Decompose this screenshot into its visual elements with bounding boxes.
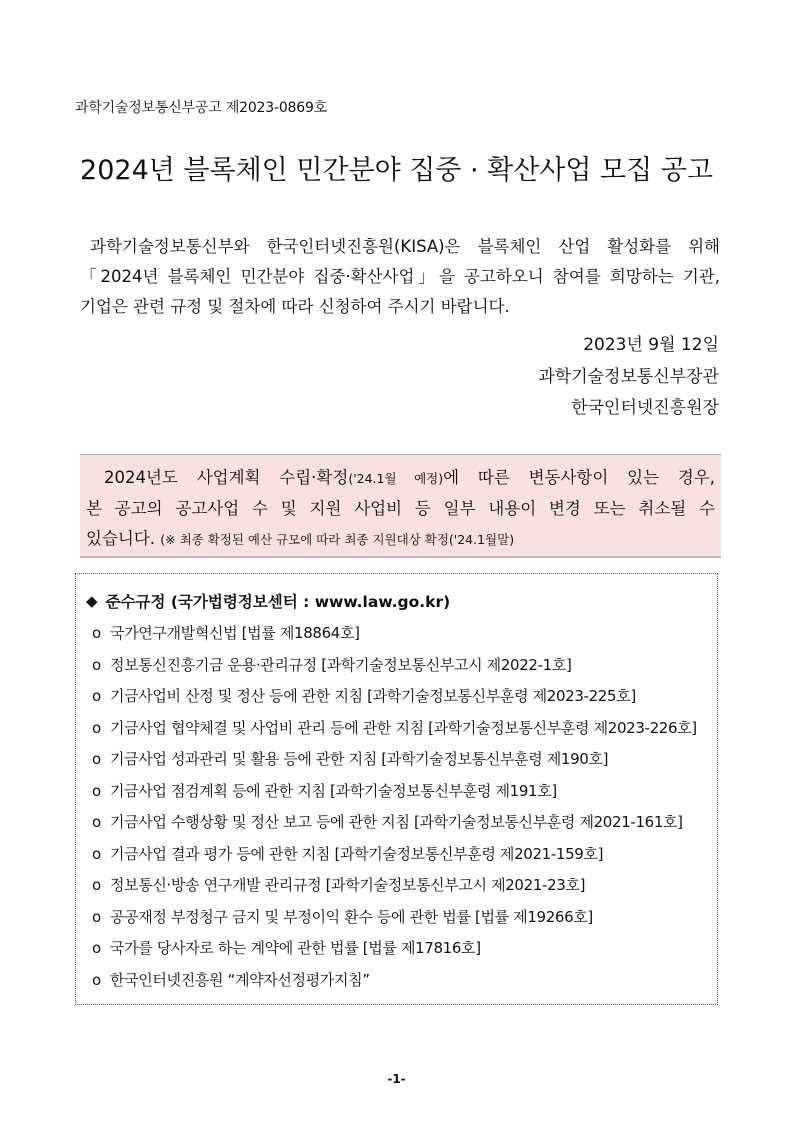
bullet-o-icon: o [92, 781, 101, 800]
bullet-o-icon: o [92, 718, 101, 737]
bullet-o-icon: o [92, 750, 101, 768]
regulation-text: 공공재정 부정청구 금지 및 부정이익 환수 등에 관한 법률 [법률 제19266호] [110, 907, 593, 926]
intro-line: 과학기술정보통신부와 한국인터넷진흥원(KISA)은 블록체인 산업 활성화를 위해 [90, 237, 720, 256]
change-notice-box [80, 454, 721, 558]
page-number: -1- [387, 1072, 406, 1086]
regulation-item [86, 681, 717, 713]
bullet-o-icon: o [92, 624, 101, 642]
regulation-text: 정보통신진흥기금 운용·관리규정 [과학기술정보통신부고시 제2022-1호] [110, 655, 572, 674]
regulation-item [86, 902, 717, 934]
regulation-text: 정보통신·방송 연구개발 관리규정 [과학기술정보통신부고시 제2021-23호] [110, 876, 586, 894]
regulation-text: 국가연구개발혁신법 [법률 제18864호] [110, 624, 360, 642]
bullet-o-icon: o [92, 970, 101, 989]
regulation-item [86, 870, 717, 902]
regulation-text: 국가를 당사자로 하는 계약에 관한 법률 [법률 제17816호] [110, 939, 481, 957]
regulation-item [86, 807, 717, 839]
regulation-text: 기금사업 결과 평가 등에 관한 지침 [과학기술정보통신부훈령 제2021-159호] [110, 844, 604, 863]
intro-line: 기업은 관련 규정 및 절차에 따라 신청하여 주시기 바랍니다. [80, 297, 510, 316]
regulation-item [86, 965, 717, 997]
notice-text: 있습니다. [86, 529, 156, 548]
regulation-text: 기금사업 협약체결 및 사업비 관리 등에 관한 지침 [과학기술정보통신부훈령 제2023-226호] [110, 718, 697, 737]
regulations-list [86, 618, 717, 996]
regulation-text: 기금사업비 산정 및 정산 등에 관한 지침 [과학기술정보통신부훈령 제2023-225호] [110, 687, 636, 705]
regulation-item [86, 776, 717, 808]
regulations-heading-text: 준수규정 (국가법령정보센터 : www.law.go.kr) [105, 593, 451, 611]
regulation-text: 기금사업 성과관리 및 활용 등에 관한 지침 [과학기술정보통신부훈령 제190호] [110, 750, 609, 768]
bullet-o-icon: o [92, 844, 101, 863]
intro-paragraph [80, 232, 720, 322]
notice-text: 2024년도 사업계획 수립·확정 [104, 468, 349, 487]
bullet-o-icon: o [92, 939, 101, 957]
regulation-item [86, 713, 717, 745]
bullet-o-icon: o [92, 813, 101, 831]
regulation-item [86, 618, 717, 650]
regulation-item [86, 744, 717, 776]
regulation-item [86, 839, 717, 871]
diamond-bullet-icon: ◆ [86, 592, 98, 610]
notice-line [86, 463, 715, 494]
bullet-o-icon: o [92, 655, 101, 674]
notice-small-text: (※ 최종 확정된 예산 규모에 따라 최종 지원대상 확정('24.1월말) [160, 532, 515, 547]
signature-agency: 한국인터넷진흥원장 [571, 398, 719, 418]
signature-block [538, 330, 719, 425]
regulation-item [86, 933, 717, 965]
regulation-text: 한국인터넷진흥원 “계약자선정평가지침” [110, 970, 370, 989]
notice-small-text: ('24.1월 예정) [348, 471, 444, 486]
notice-text: 에 따른 변동사항이 있는 경우, [443, 468, 715, 487]
bullet-o-icon: o [92, 907, 101, 926]
regulations-box [75, 573, 718, 1005]
notice-number: 과학기술정보통신부공고 제2023-0869호 [75, 100, 327, 116]
regulation-text: 기금사업 점검계획 등에 관한 지침 [과학기술정보통신부훈령 제191호] [110, 781, 557, 800]
intro-line: 「2024년 블록체인 민간분야 집중·확산사업」을 공고하오니 참여를 희망하는 기관, [80, 267, 720, 286]
notice-line [86, 524, 715, 555]
signature-minister: 과학기술정보통신부장관 [538, 366, 719, 387]
regulation-text: 기금사업 수행상황 및 정산 보고 등에 관한 지침 [과학기술정보통신부훈령 제2021-161호] [110, 813, 683, 831]
bullet-o-icon: o [92, 687, 101, 705]
signature-date: 2023년 9월 12일 [583, 335, 719, 355]
bullet-o-icon: o [92, 876, 101, 894]
regulations-heading [86, 590, 717, 612]
notice-line: 본 공고의 공고사업 수 및 지원 사업비 등 일부 내용이 변경 또는 취소될 수 [86, 499, 715, 518]
regulation-item [86, 650, 717, 682]
page-title: 2024년 블록체인 민간분야 집중 · 확산사업 모집 공고 [80, 155, 713, 186]
